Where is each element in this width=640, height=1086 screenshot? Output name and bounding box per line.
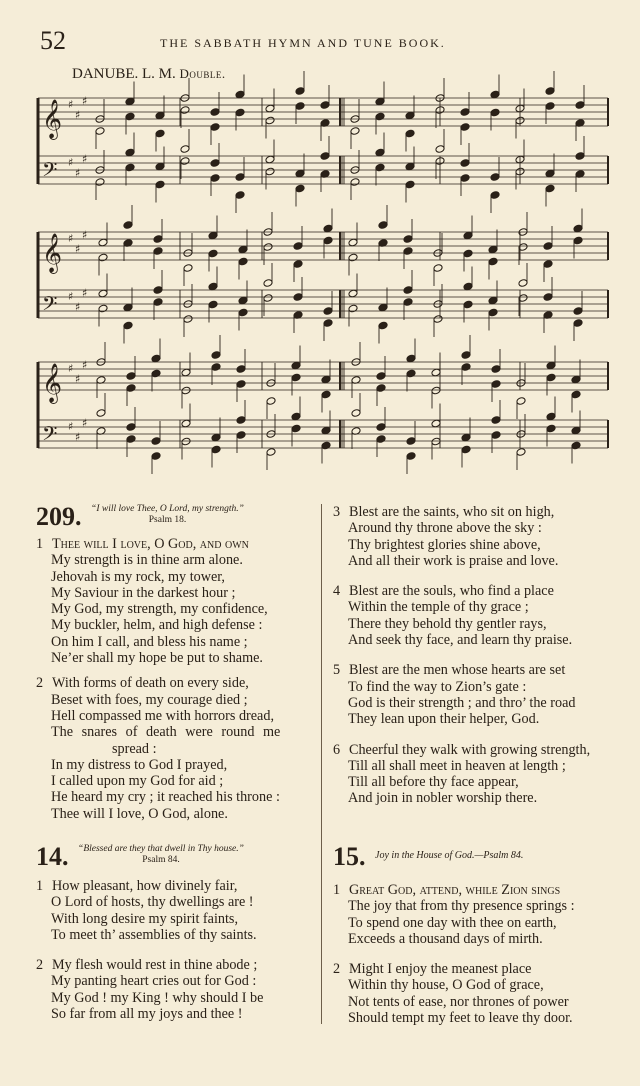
- verse-number: 2: [36, 957, 44, 974]
- bass-clef: 𝄢: [42, 158, 58, 186]
- hymn-14-header: [36, 844, 321, 870]
- quarter-note: [545, 102, 555, 111]
- quarter-note: [488, 245, 498, 254]
- quarter-note: [320, 101, 330, 110]
- half-note: [95, 178, 105, 187]
- verse-line: How pleasant, how divinely fair,: [52, 878, 238, 894]
- quarter-note: [491, 416, 501, 425]
- verse-line: My buckler, helm, and high defense :: [51, 617, 263, 634]
- half-note: [265, 104, 275, 113]
- quarter-note: [208, 249, 218, 258]
- quarter-note: [403, 298, 413, 307]
- bass-clef: 𝄢: [42, 422, 58, 450]
- half-note: [266, 397, 276, 406]
- half-note: [431, 386, 441, 395]
- verse-line: Ne’er shall my hope be put to shame.: [51, 650, 263, 667]
- quarter-note: [155, 180, 165, 189]
- verse-2: [333, 961, 618, 1026]
- epigraph-text: “Blessed are they that dwell in Thy house.”: [78, 844, 244, 854]
- key-sharp: ♯: [68, 98, 74, 111]
- tune-meter: L. M.: [142, 66, 176, 82]
- quarter-note: [236, 416, 246, 425]
- quarter-note: [126, 372, 136, 381]
- tune-name: DANUBE.: [72, 66, 139, 82]
- verse-line: Within the temple of thy grace ;: [348, 599, 529, 616]
- half-note: [350, 127, 360, 136]
- half-note: [98, 289, 108, 298]
- quarter-note: [573, 224, 583, 233]
- quarter-note: [378, 321, 388, 330]
- half-note: [181, 368, 191, 377]
- verse-line: My Saviour in the darkest hour ;: [51, 584, 236, 601]
- quarter-note: [490, 108, 500, 117]
- quarter-note: [573, 307, 583, 316]
- quarter-note: [571, 426, 581, 435]
- quarter-note: [153, 235, 163, 244]
- verse-1: [333, 882, 618, 947]
- quarter-note: [543, 242, 553, 251]
- verse-3: [333, 504, 618, 569]
- verse-line: Might I enjoy the meanest place: [349, 961, 532, 978]
- hymn-209-continued: [333, 504, 618, 807]
- half-note: [263, 294, 273, 303]
- half-note: [181, 419, 191, 428]
- half-note: [183, 264, 193, 273]
- half-note: [431, 437, 441, 446]
- quarter-note: [406, 437, 416, 446]
- verse-number: 1: [333, 882, 341, 898]
- hymn-209: [36, 504, 321, 822]
- quarter-note: [211, 351, 221, 360]
- verse-line: The joy that from thy presence springs :: [348, 898, 575, 915]
- verse-line: Hell compassed me with horrors dread,: [51, 707, 274, 724]
- half-note: [348, 238, 358, 247]
- half-note: [180, 106, 190, 115]
- half-note: [431, 368, 441, 377]
- half-note: [433, 315, 443, 324]
- verse-number: 4: [333, 583, 341, 600]
- quarter-note: [405, 180, 415, 189]
- quarter-note: [235, 108, 245, 117]
- quarter-note: [488, 296, 498, 305]
- quarter-note: [321, 375, 331, 384]
- quarter-note: [291, 373, 301, 382]
- treble-clef: 𝄞: [42, 363, 63, 403]
- half-note: [96, 409, 106, 418]
- half-note: [266, 448, 276, 457]
- hymn-epigraph: [91, 504, 244, 526]
- quarter-note: [490, 90, 500, 99]
- quarter-note: [126, 435, 136, 444]
- quarter-note: [375, 148, 385, 157]
- verse-line: There they behold thy gentler rays,: [348, 615, 547, 632]
- quarter-note: [546, 412, 556, 421]
- quarter-note: [403, 235, 413, 244]
- verse-line: Within thy house, O God of grace,: [348, 977, 544, 994]
- quarter-note: [295, 169, 305, 178]
- verse-line: Beset with foes, my courage died ;: [51, 691, 248, 708]
- quarter-note: [573, 236, 583, 245]
- quarter-note: [460, 159, 470, 168]
- quarter-note: [491, 365, 501, 374]
- epigraph-text: “I will love Thee, O Lord, my strength.”: [91, 504, 244, 514]
- quarter-note: [211, 445, 221, 454]
- page-number: 52: [40, 26, 66, 55]
- quarter-note: [375, 112, 385, 121]
- verse-2: [36, 957, 321, 1022]
- quarter-note: [236, 365, 246, 374]
- quarter-note: [211, 363, 221, 372]
- quarter-note: [321, 390, 331, 399]
- quarter-note: [460, 108, 470, 117]
- verse-line: To meet th’ assemblies of thy saints.: [51, 926, 257, 943]
- verse-line: Blest are the souls, who find a place: [349, 583, 554, 600]
- verse-line: Jehovah is my rock, my tower,: [51, 568, 225, 585]
- half-note: [518, 294, 528, 303]
- verse-line: To spend one day with thee on earth,: [348, 914, 557, 931]
- verse-line: With forms of death on every side,: [52, 675, 249, 692]
- verse-line: Thee will I love, O God, alone.: [51, 805, 228, 822]
- quarter-note: [151, 354, 161, 363]
- quarter-note: [151, 437, 161, 446]
- quarter-note: [210, 159, 220, 168]
- verse-6: [333, 742, 618, 807]
- verse-number: 2: [36, 675, 44, 692]
- half-note: [265, 167, 275, 176]
- quarter-note: [461, 351, 471, 360]
- verse-line: My flesh would rest in thine abode ;: [52, 957, 258, 974]
- half-note: [518, 243, 528, 252]
- verse-number: 5: [333, 662, 341, 679]
- quarter-note: [406, 354, 416, 363]
- verse-line: On him I call, and bless his name ;: [51, 633, 248, 650]
- quarter-note: [406, 369, 416, 378]
- quarter-note: [571, 390, 581, 399]
- half-note: [180, 145, 190, 154]
- quarter-note: [293, 260, 303, 269]
- quarter-note: [210, 123, 220, 132]
- half-note: [348, 253, 358, 262]
- verse-line: Thee will I love, O God, and own: [52, 536, 249, 552]
- hymn-number: 15.: [333, 842, 366, 871]
- quarter-note: [546, 373, 556, 382]
- half-note: [98, 253, 108, 262]
- quarter-note: [491, 380, 501, 389]
- quarter-note: [125, 163, 135, 172]
- quarter-note: [460, 174, 470, 183]
- quarter-note: [375, 163, 385, 172]
- quarter-note: [238, 257, 248, 266]
- verse-line: O Lord of hosts, thy dwellings are !: [51, 894, 254, 911]
- half-note: [516, 397, 526, 406]
- quarter-note: [546, 361, 556, 370]
- column-divider: [321, 504, 322, 1024]
- key-sharp: ♯: [68, 290, 74, 303]
- verse-line: God is their strength ; and thro’ the road: [348, 694, 576, 711]
- quarter-note: [546, 424, 556, 433]
- quarter-note: [461, 363, 471, 372]
- verse-line: The snares of death were round me: [51, 724, 281, 741]
- quarter-note: [295, 87, 305, 96]
- quarter-note: [126, 384, 136, 393]
- verse-line: Till all before thy face appear,: [348, 774, 519, 791]
- quarter-note: [490, 173, 500, 182]
- half-note: [265, 155, 275, 164]
- epigraph-source: Psalm 18.: [148, 515, 187, 525]
- quarter-note: [323, 307, 333, 316]
- verse-line: They lean upon their helper, God.: [348, 711, 540, 728]
- quarter-note: [295, 102, 305, 111]
- quarter-note: [320, 152, 330, 161]
- treble-clef: 𝄞: [42, 99, 63, 139]
- quarter-note: [460, 123, 470, 132]
- quarter-note: [123, 221, 133, 230]
- quarter-note: [463, 231, 473, 240]
- key-sharp: ♯: [82, 152, 88, 166]
- quarter-note: [376, 423, 386, 432]
- verse-line: And join in nobler worship there.: [348, 790, 538, 807]
- hymn-number: 14.: [36, 842, 69, 871]
- quarter-note: [126, 423, 136, 432]
- verse-line: spread :: [112, 740, 157, 757]
- key-sharp: ♯: [75, 430, 81, 444]
- quarter-note: [490, 191, 500, 200]
- bass-clef: 𝄢: [42, 292, 58, 320]
- half-note: [433, 264, 443, 273]
- quarter-note: [491, 431, 501, 440]
- quarter-note: [405, 129, 415, 138]
- quarter-note: [238, 245, 248, 254]
- quarter-note: [123, 303, 133, 312]
- key-sharp: ♯: [68, 232, 74, 245]
- verse-line: Exceeds a thousand days of mirth.: [348, 930, 543, 947]
- quarter-note: [575, 101, 585, 110]
- hymn-epigraph: Joy in the House of God.—Psalm 84.: [375, 850, 524, 861]
- quarter-note: [376, 372, 386, 381]
- quarter-note: [405, 162, 415, 171]
- quarter-note: [153, 247, 163, 256]
- quarter-note: [235, 90, 245, 99]
- half-note: [431, 419, 441, 428]
- half-note: [95, 127, 105, 136]
- quarter-note: [153, 286, 163, 295]
- verse-line: My panting heart cries out for God :: [51, 973, 257, 990]
- half-note: [180, 157, 190, 166]
- quarter-note: [545, 87, 555, 96]
- key-sharp: ♯: [82, 358, 88, 372]
- quarter-note: [321, 426, 331, 435]
- quarter-note: [545, 169, 555, 178]
- hymn-209-header: [36, 504, 321, 530]
- hymn-14: [36, 844, 321, 1022]
- verse-1: [36, 878, 321, 943]
- quarter-note: [155, 129, 165, 138]
- half-note: [265, 116, 275, 125]
- key-sharp: ♯: [82, 94, 88, 108]
- verse-line: He heard my cry ; it reached his throne :: [51, 789, 280, 806]
- half-note: [350, 178, 360, 187]
- verse-2: [36, 675, 321, 822]
- hymn-15: [333, 844, 618, 1026]
- running-title: THE SABBATH HYMN AND TUNE BOOK.: [160, 36, 446, 50]
- verse-number: 3: [333, 504, 341, 520]
- quarter-note: [155, 162, 165, 171]
- quarter-note: [208, 231, 218, 240]
- quarter-note: [238, 308, 248, 317]
- quarter-note: [571, 375, 581, 384]
- half-note: [181, 386, 191, 395]
- hymn-15-header: [333, 844, 618, 870]
- treble-clef: 𝄞: [42, 233, 63, 273]
- quarter-note: [125, 148, 135, 157]
- half-note: [518, 279, 528, 288]
- verse-line: And seek thy face, and learn thy praise.: [348, 632, 573, 649]
- quarter-note: [375, 97, 385, 106]
- hymn-number: 209.: [36, 502, 82, 531]
- epigraph-source: Psalm 84.: [142, 855, 180, 865]
- quarter-note: [323, 319, 333, 328]
- verse-line: In my distress to God I prayed,: [51, 756, 228, 773]
- quarter-note: [543, 293, 553, 302]
- quarter-note: [235, 173, 245, 182]
- quarter-note: [295, 184, 305, 193]
- quarter-note: [211, 433, 221, 442]
- quarter-note: [210, 174, 220, 183]
- half-note: [348, 289, 358, 298]
- verse-number: 2: [333, 961, 341, 978]
- verse-line: And all their work is praise and love.: [348, 552, 559, 569]
- half-note: [183, 315, 193, 324]
- quarter-note: [123, 321, 133, 330]
- quarter-note: [545, 184, 555, 193]
- half-note: [263, 279, 273, 288]
- key-sharp: ♯: [75, 108, 81, 122]
- verse-1: [36, 536, 321, 666]
- verse-4: [333, 583, 618, 648]
- quarter-note: [488, 257, 498, 266]
- quarter-note: [155, 111, 165, 120]
- key-sharp: ♯: [68, 420, 74, 433]
- quarter-note: [463, 300, 473, 309]
- quarter-note: [488, 308, 498, 317]
- quarter-note: [406, 452, 416, 461]
- quarter-note: [321, 441, 331, 450]
- quarter-note: [463, 249, 473, 258]
- quarter-note: [575, 152, 585, 161]
- key-sharp: ♯: [75, 242, 81, 256]
- quarter-note: [291, 412, 301, 421]
- verse-line: Not tents of ease, nor thrones of power: [348, 993, 569, 1010]
- key-sharp: ♯: [82, 228, 88, 242]
- quarter-note: [291, 361, 301, 370]
- quarter-note: [238, 296, 248, 305]
- quarter-note: [376, 384, 386, 393]
- quarter-note: [151, 369, 161, 378]
- hymn-epigraph: [78, 844, 244, 866]
- verse-line: My God ! my King ! why should I be: [51, 989, 264, 1006]
- quarter-note: [461, 445, 471, 454]
- quarter-note: [208, 282, 218, 291]
- quarter-note: [153, 298, 163, 307]
- verse-line: Cheerful they walk with growing strength,: [349, 741, 591, 758]
- verse-line: Till all shall meet in heaven at length ;: [348, 757, 566, 774]
- verse-line: Thy brightest glories shine above,: [348, 536, 541, 553]
- verse-line: Should tempt my feet to leave thy door.: [348, 1010, 573, 1027]
- quarter-note: [293, 242, 303, 251]
- quarter-note: [543, 260, 553, 269]
- quarter-note: [151, 452, 161, 461]
- half-note: [181, 437, 191, 446]
- key-sharp: ♯: [75, 166, 81, 180]
- half-note: [351, 409, 361, 418]
- half-note: [435, 145, 445, 154]
- key-sharp: ♯: [82, 416, 88, 430]
- quarter-note: [235, 191, 245, 200]
- quarter-note: [403, 247, 413, 256]
- quarter-note: [291, 424, 301, 433]
- verse-line: With long desire my spirit faints,: [51, 910, 238, 927]
- verse-line: To find the way to Zion’s gate :: [348, 678, 527, 695]
- quarter-note: [378, 303, 388, 312]
- quarter-note: [208, 300, 218, 309]
- key-sharp: ♯: [75, 300, 81, 314]
- verse-line: Around thy throne above the sky :: [348, 520, 542, 537]
- verse-line: So far from all my joys and thee !: [51, 1006, 243, 1023]
- quarter-note: [405, 111, 415, 120]
- quarter-note: [236, 380, 246, 389]
- verse-line: I called upon my God for aid ;: [51, 773, 224, 790]
- key-sharp: ♯: [82, 286, 88, 300]
- half-note: [98, 238, 108, 247]
- quarter-note: [323, 224, 333, 233]
- key-sharp: ♯: [68, 362, 74, 375]
- quarter-note: [210, 108, 220, 117]
- verse-number: 1: [36, 536, 44, 552]
- half-note: [98, 304, 108, 313]
- tune-variant: Double.: [179, 66, 226, 81]
- quarter-note: [293, 293, 303, 302]
- half-note: [348, 304, 358, 313]
- verse-5: [333, 662, 618, 727]
- quarter-note: [403, 286, 413, 295]
- quarter-note: [463, 282, 473, 291]
- half-note: [516, 448, 526, 457]
- quarter-note: [573, 319, 583, 328]
- key-sharp: ♯: [68, 156, 74, 169]
- verse-line: My God, my strength, my confidence,: [51, 601, 268, 618]
- half-note: [263, 243, 273, 252]
- quarter-note: [376, 435, 386, 444]
- quarter-note: [461, 433, 471, 442]
- verse-line: Blest are the men whose hearts are set: [349, 662, 566, 679]
- quarter-note: [571, 441, 581, 450]
- quarter-note: [323, 236, 333, 245]
- quarter-note: [125, 97, 135, 106]
- quarter-note: [378, 221, 388, 230]
- key-sharp: ♯: [75, 372, 81, 386]
- quarter-note: [125, 112, 135, 121]
- music-score: [0, 0, 640, 480]
- verse-number: 6: [333, 741, 341, 758]
- verse-line: Great God, attend, while Zion sings: [349, 882, 561, 898]
- verse-line: My strength is in thine arm alone.: [51, 552, 243, 569]
- quarter-note: [236, 431, 246, 440]
- verse-number: 1: [36, 878, 44, 894]
- verse-line: Blest are the saints, who sit on high,: [349, 504, 555, 520]
